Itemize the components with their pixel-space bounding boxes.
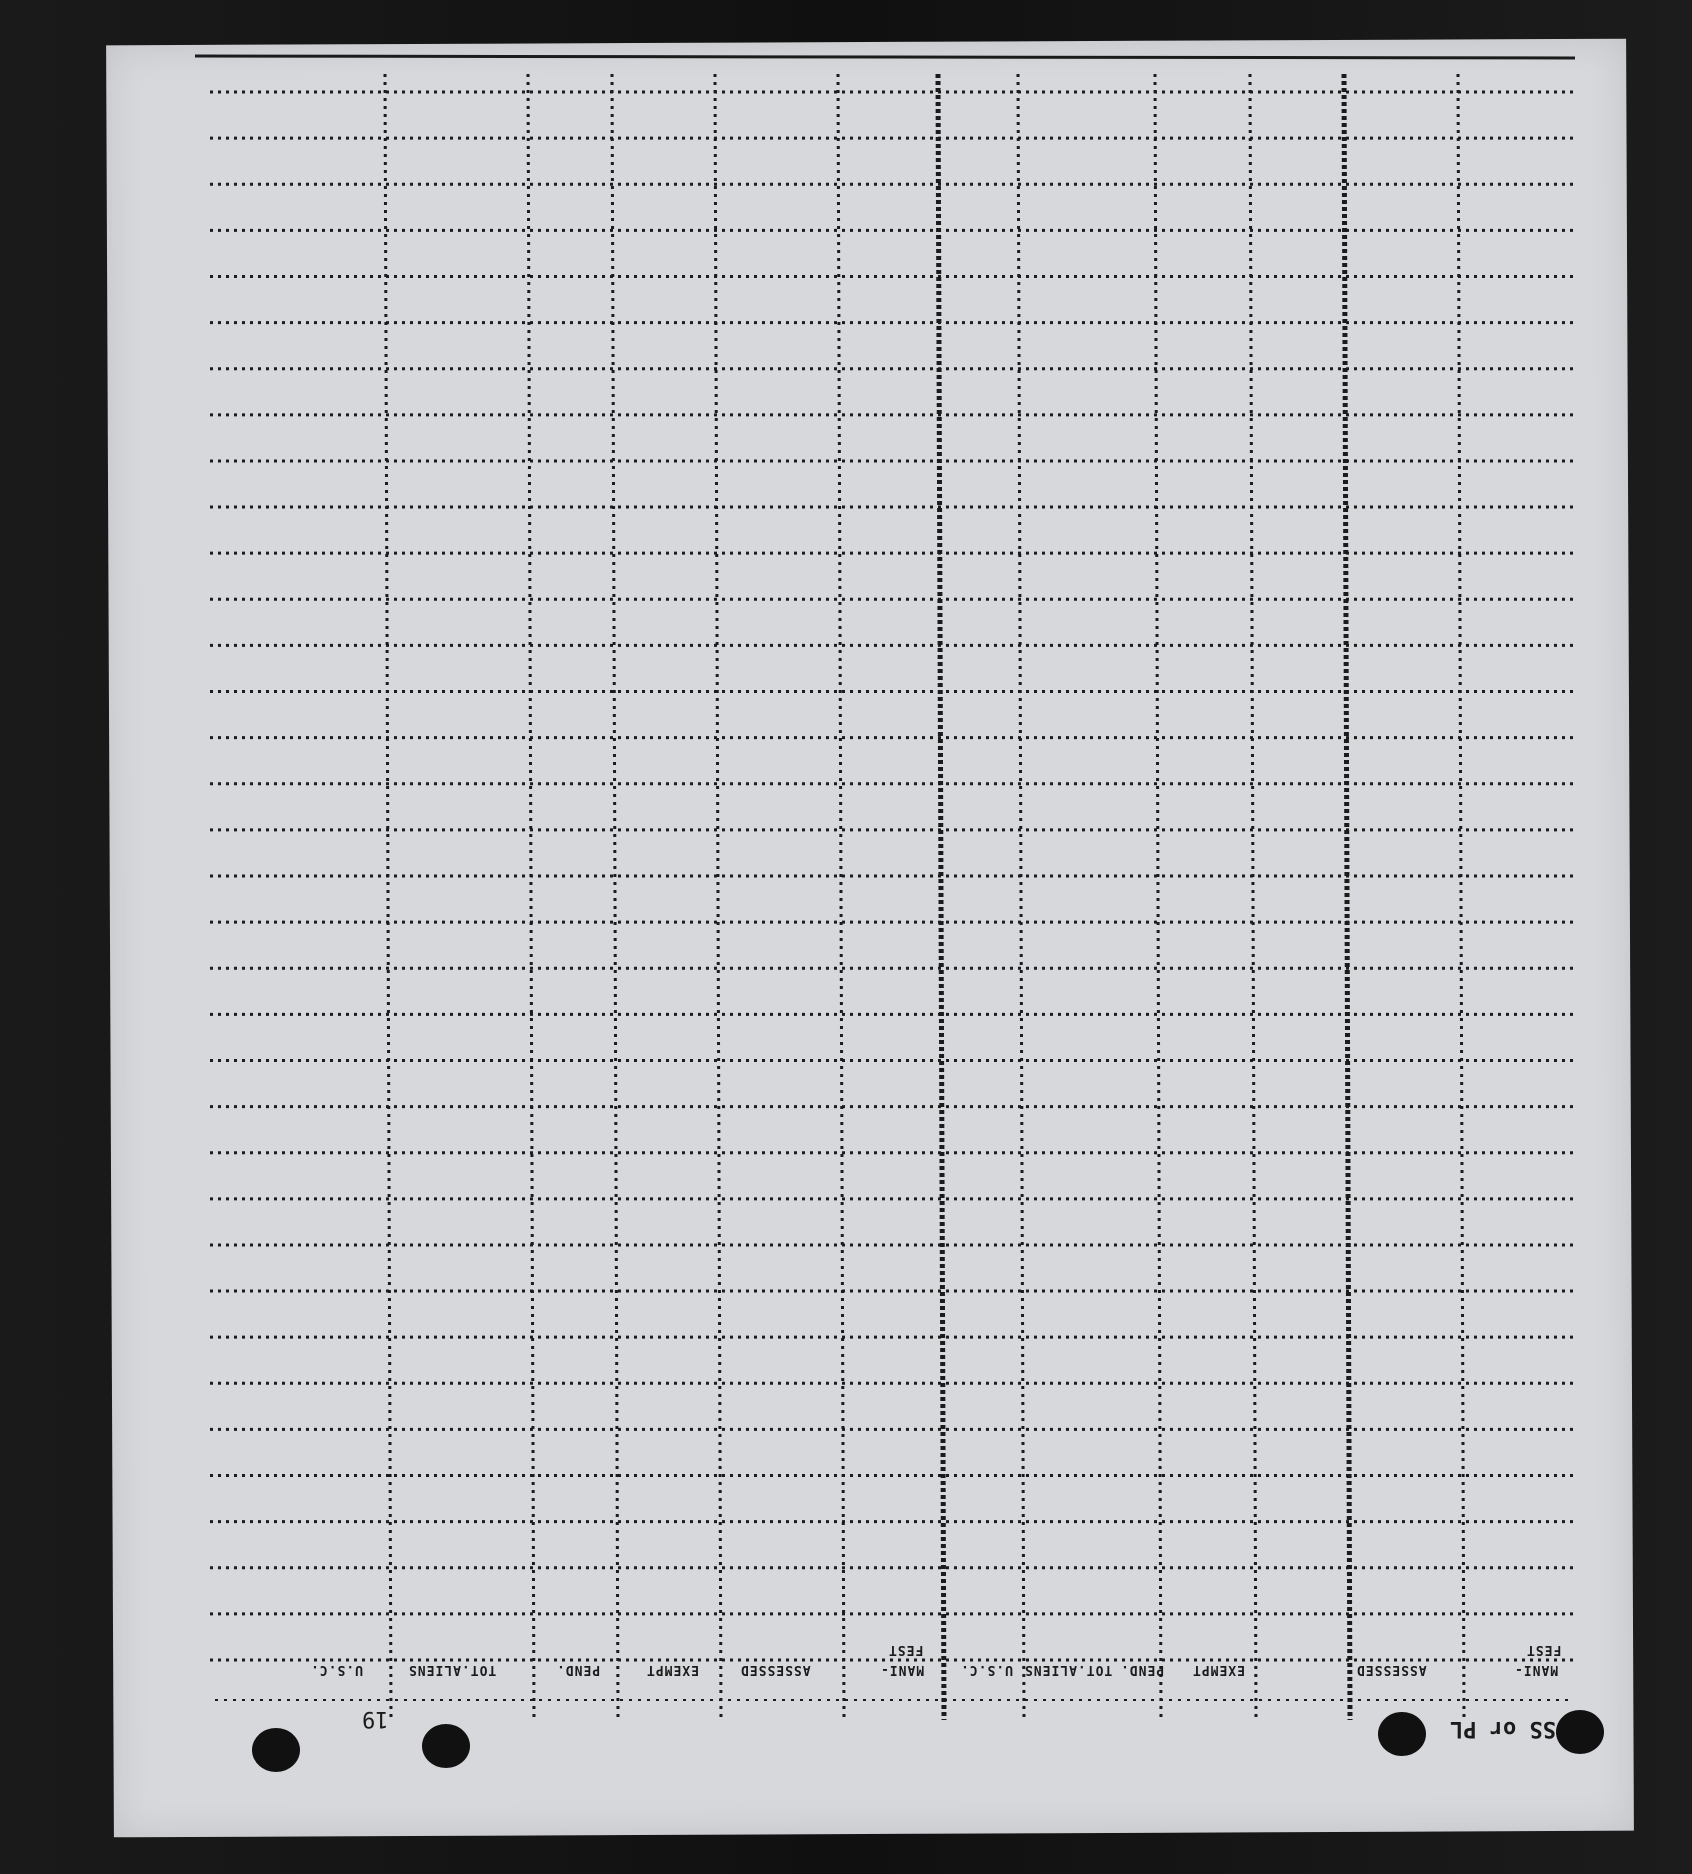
page-number: 19 xyxy=(362,1706,389,1731)
grid-column-line xyxy=(1155,74,1161,1720)
punch-hole-3 xyxy=(1378,1712,1426,1756)
header-manifest-right: MANI- xyxy=(1514,1662,1559,1677)
punch-hole-1 xyxy=(252,1728,300,1772)
grid-column-line xyxy=(838,74,844,1720)
grid-column-line xyxy=(528,74,534,1720)
grid-column-line xyxy=(938,74,944,1720)
header-tot-aliens-right: TOT.ALIENS xyxy=(1024,1662,1113,1677)
grid-column-line xyxy=(1344,74,1350,1720)
grid-column-line xyxy=(715,74,721,1720)
top-border-line xyxy=(195,56,1575,58)
header-usc-right: U.S.C. xyxy=(960,1662,1013,1677)
header-manifest-right-line2: FEST xyxy=(1526,1642,1562,1657)
header-pend-right: PEND. xyxy=(1120,1662,1165,1677)
grid-column-line xyxy=(1018,74,1024,1720)
punch-hole-2 xyxy=(422,1724,470,1768)
header-usc-left: U.S.C. xyxy=(310,1662,363,1677)
header-assessed-left: ASSESSED xyxy=(740,1662,811,1677)
grid-column-line xyxy=(1250,74,1256,1720)
header-tot-aliens-left: TOT.ALIENS xyxy=(408,1662,497,1677)
grid-column-line xyxy=(1458,74,1464,1720)
grid-column-line xyxy=(385,74,391,1720)
punch-hole-4 xyxy=(1556,1710,1604,1754)
header-exempt-left: EXEMPT xyxy=(646,1662,699,1677)
header-manifest-left: MANI- xyxy=(880,1662,925,1677)
header-manifest-left-line2: FEST xyxy=(888,1642,924,1657)
grid-column-line xyxy=(612,74,618,1720)
header-exempt-right: EXEMPT xyxy=(1192,1662,1245,1677)
header-pend-left: PEND. xyxy=(556,1662,601,1677)
form-label: SS or PL xyxy=(1450,1716,1556,1741)
header-assessed-right: ASSESSED xyxy=(1356,1662,1427,1677)
